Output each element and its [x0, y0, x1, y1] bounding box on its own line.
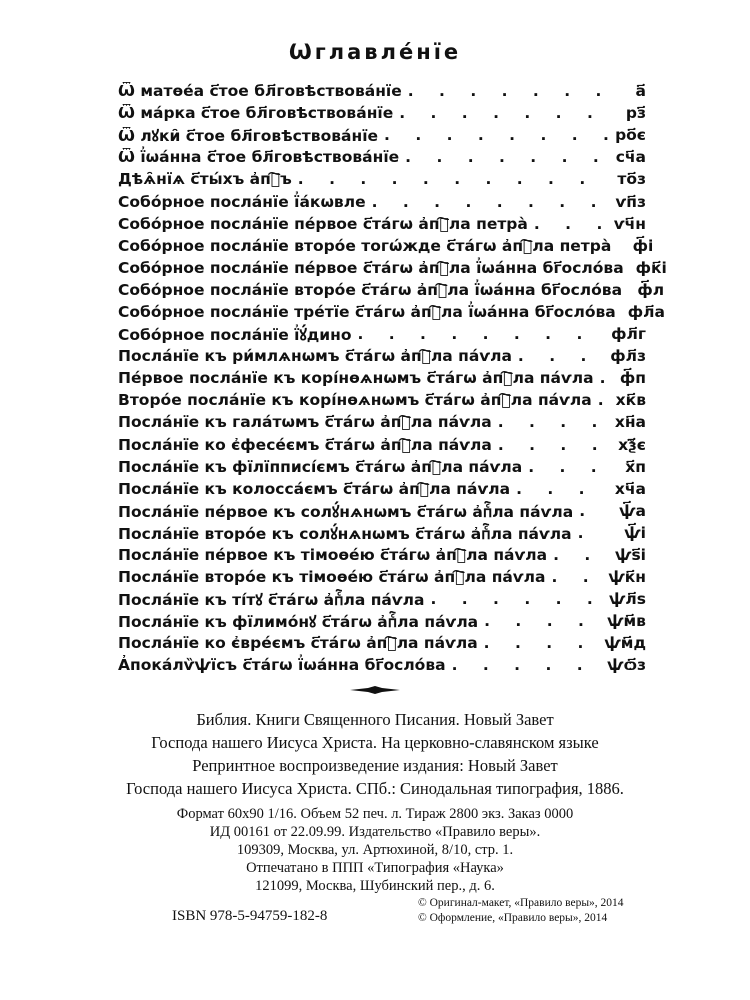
- toc-entry: [118, 213, 646, 235]
- toc-entry-page: хк҃в: [615, 391, 646, 410]
- reprint-line: Господа нашего Иисуса Христа. СПб.: Синодальная типография, 1886.: [126, 779, 624, 798]
- toc-entry: [118, 301, 665, 323]
- toc-entry-title: Собо́рное посла́нїе второ́е тогѡ́жде с҃та́гѡ а҆пⷭ҇ла петра̀: [118, 236, 612, 255]
- toc-entry-title: А҆пока́лѷѱїсъ с҃та́гѡ ї҆ѡа́нна бг҃осло́ва: [118, 656, 446, 675]
- dot-leader: [498, 436, 610, 454]
- toc-entry-title: Пе́рвое посла́нїе къ корі́нѳѧнѡмъ с҃та́гѡ а҆пⷭ҇ла па́ѵла: [118, 369, 594, 388]
- toc-entry: [118, 522, 646, 544]
- dot-leader: [399, 104, 610, 122]
- imprint-detail: Отпечатано в ППП «Типография «Наука»: [246, 860, 504, 876]
- imprint-detail: 121099, Москва, Шубинский пер., д. 6.: [255, 878, 495, 894]
- toc-entry-page: ѱл҃ѕ: [608, 590, 646, 609]
- table-of-contents: [118, 80, 667, 677]
- toc-entry: [118, 544, 646, 566]
- toc-entry: [118, 389, 646, 411]
- dot-leader: [553, 546, 609, 564]
- toc-entry: [118, 323, 646, 345]
- toc-entry-page: ф҃і: [632, 236, 654, 255]
- edition-title-line: Библия. Книги Священного Писания. Новый Завет: [196, 710, 554, 729]
- toc-entry-title: Посла́нїе къ ри́млѧнѡмъ с҃та́гѡ а҆пⷭ҇ла па́ѵла: [118, 347, 512, 366]
- toc-entry-title: Посла́нїе второ́е къ солꙋ́нѧнѡмъ с҃та́гѡ а҆пⷭ҇ла па́ѵла: [118, 524, 572, 543]
- dot-leader: [551, 568, 602, 586]
- toc-entry-title: Ѿ ма́рка с҃тое бл҃говѣствова́нїе: [118, 104, 394, 123]
- toc-entry: [118, 654, 646, 676]
- reprint-line: Репринтное воспроизведение издания: Новый Завет: [192, 756, 558, 775]
- toc-entry-page: ѱ҃і: [624, 523, 646, 542]
- toc-entry-page: фл҃з: [610, 347, 646, 366]
- toc-entry: [118, 279, 665, 301]
- toc-entry: [118, 80, 646, 102]
- toc-entry-title: Собо́рное посла́нїе ї҆ꙋ́дино: [118, 326, 352, 345]
- dot-leader: [405, 148, 610, 166]
- toc-entry-page: рз҃: [625, 104, 646, 123]
- dot-leader: [372, 193, 610, 211]
- toc-entry-page: ро҃є: [615, 126, 646, 145]
- toc-entry-title: Ѿ матѳе́а с҃тое бл҃говѣствова́нїе: [118, 82, 402, 101]
- toc-entry-title: Собо́рное посла́нїе ї҆а́кѡвле: [118, 192, 366, 211]
- toc-entry-title: Посла́нїе къ гала́тѡмъ с҃та́гѡ а҆пⷭ҇ла па́ѵла: [118, 413, 492, 432]
- toc-entry: [118, 257, 667, 279]
- toc-entry: [118, 610, 646, 632]
- dot-leader: [484, 634, 599, 652]
- toc-entry-page: фл҃г: [611, 325, 646, 344]
- toc-entry: [118, 345, 646, 367]
- toc-entry-title: Посла́нїе ко є҆фесе́ємъ с҃та́гѡ а҆пⷭ҇ла па́ѵла: [118, 435, 492, 454]
- toc-entry-title: Посла́нїе пе́рвое къ солꙋ́нѧнѡмъ с҃та́гѡ а҆пⷭ҇ла па́ѵла: [118, 502, 574, 521]
- toc-entry-title: Посла́нїе пе́рвое къ тімоѳе́ю с҃та́гѡ а҆пⷭ҇ла па́ѵла: [118, 546, 548, 565]
- dot-leader: [578, 524, 610, 542]
- isbn: ISBN 978-5-94759-182-8: [172, 908, 328, 924]
- toc-entry-title: Посла́нїе къ фїлимо́нꙋ с҃та́гѡ а҆пⷭ҇ла па́ѵла: [118, 613, 479, 632]
- copyright-line: © Оформление, «Правило веры», 2014: [418, 912, 608, 924]
- toc-entry-title: Ѿ ї҆ѡа́нна с҃тое бл҃говѣствова́нїе: [118, 148, 400, 167]
- toc-entry-title: Собо́рное посла́нїе тре́тїе с҃та́гѡ а҆пⷭ҇ла ї҆ѡа́нна бг҃осло́ва: [118, 302, 616, 321]
- dot-leader: [600, 369, 610, 387]
- toc-entry-title: Собо́рное посла́нїе пе́рвое с҃та́гѡ а҆пⷭ҇ла ї҆ѡа́нна бг҃осло́ва: [118, 258, 624, 277]
- toc-entry-title: Ѿ лꙋки̑ с҃тое бл҃говѣствова́нїе: [118, 127, 379, 146]
- dot-leader: [384, 126, 609, 144]
- dot-leader: [528, 458, 610, 476]
- toc-entry-page: фл҃а: [627, 302, 665, 321]
- toc-entry-page: ф҃л: [637, 280, 665, 299]
- copyright-line: © Оригинал-макет, «Правило веры», 2014: [418, 897, 624, 909]
- toc-entry: [118, 190, 646, 212]
- toc-entry-page: хѯ҃є: [618, 435, 646, 454]
- dot-leader: [452, 656, 602, 674]
- dot-leader: [579, 502, 610, 520]
- toc-entry: [118, 456, 646, 478]
- toc-entry-page: сч҃а: [615, 148, 646, 167]
- dot-leader: [498, 413, 609, 431]
- toc-entry-page: то҃з: [617, 170, 646, 189]
- toc-entry-page: а҃: [635, 82, 646, 101]
- toc-entry: [118, 478, 646, 500]
- toc-entry-page: ѵч҃н: [613, 214, 646, 233]
- toc-entry-page: фк҃і: [635, 258, 667, 277]
- toc-title: Ѡглавле́нїе: [288, 40, 462, 64]
- toc-entry-title: Посла́нїе ко є҆вре́ємъ с҃та́гѡ а҆пⷭ҇ла па́ѵла: [118, 634, 478, 653]
- dot-leader: [516, 480, 609, 498]
- toc-entry: [118, 367, 646, 389]
- dot-leader: [408, 82, 610, 100]
- toc-entry-page: ѱм҃д: [604, 634, 646, 653]
- toc-entry-page: ѱ҃а: [619, 501, 646, 520]
- toc-entry: [118, 588, 646, 610]
- dot-leader: [357, 325, 605, 343]
- toc-entry: [118, 434, 646, 456]
- toc-entry: [118, 235, 654, 257]
- toc-entry-title: Посла́нїе къ ті́тꙋ с҃та́гѡ а҆пⷭ҇ла па́ѵла: [118, 591, 425, 610]
- toc-entry-page: ѱѻ҃з: [607, 656, 646, 675]
- ornament-divider: [350, 686, 400, 694]
- dot-leader: [518, 347, 604, 365]
- dot-leader: [298, 170, 610, 188]
- imprint-detail: ИД 00161 от 22.09.99. Издательство «Правило веры».: [209, 824, 541, 840]
- dot-leader: [430, 590, 602, 608]
- imprint-detail: 109309, Москва, ул. Артюхиной, 8/10, стр. 1.: [236, 842, 514, 858]
- toc-entry: [118, 168, 646, 190]
- edition-title-line: Господа нашего Иисуса Христа. На церковно-славянском языке: [151, 733, 599, 752]
- dot-leader: [598, 391, 610, 409]
- toc-entry: [118, 411, 646, 433]
- toc-entry-page: ф҃п: [619, 369, 646, 388]
- toc-entry-title: Собо́рное посла́нїе второ́е с҃та́гѡ а҆пⷭ҇ла ї҆ѡа́нна бг҃осло́ва: [118, 280, 623, 299]
- toc-entry-page: х҃п: [625, 457, 646, 476]
- toc-entry: [118, 566, 646, 588]
- copyright-block: [418, 896, 624, 926]
- toc-entry-title: Посла́нїе къ колосса́ємъ с҃та́гѡ а҆пⷭ҇ла па́ѵла: [118, 479, 511, 498]
- toc-entry-page: ѵп҃з: [615, 192, 646, 211]
- toc-entry-page: хч҃а: [614, 479, 646, 498]
- toc-entry-title: Собо́рное посла́нїе пе́рвое с҃та́гѡ а҆пⷭ҇ла петра̀: [118, 214, 528, 233]
- toc-entry-page: ѱм҃в: [607, 612, 646, 631]
- toc-entry-title: Дѣѧ̑нїѧ с҃ты́хъ а҆пⷧ҇ъ: [118, 170, 292, 189]
- toc-entry-title: Посла́нїе второ́е къ тімоѳе́ю с҃та́гѡ а҆пⷭ҇ла па́ѵла: [118, 568, 546, 587]
- toc-entry-page: ѱѕ҃і: [615, 546, 646, 565]
- toc-entry-title: Посла́нїе къ фїлїпписі́ємъ с҃та́гѡ а҆пⷭ҇ла па́ѵла: [118, 457, 523, 476]
- toc-entry: [118, 146, 646, 168]
- toc-entry: [118, 124, 646, 146]
- toc-entry: [118, 632, 646, 654]
- dot-leader: [534, 215, 608, 233]
- toc-entry: [118, 500, 646, 522]
- toc-entry-page: хн҃а: [614, 413, 646, 432]
- dot-leader: [484, 612, 601, 630]
- toc-entry-title: Второ́е посла́нїе къ корі́нѳѧнѡмъ с҃та́гѡ а҆пⷭ҇ла па́ѵла: [118, 391, 592, 410]
- toc-entry-page: ѱк҃н: [608, 568, 646, 587]
- imprint-detail: Формат 60x90 1/16. Объем 52 печ. л. Тираж 2800 экз. Заказ 0000: [176, 806, 574, 822]
- toc-entry: [118, 102, 646, 124]
